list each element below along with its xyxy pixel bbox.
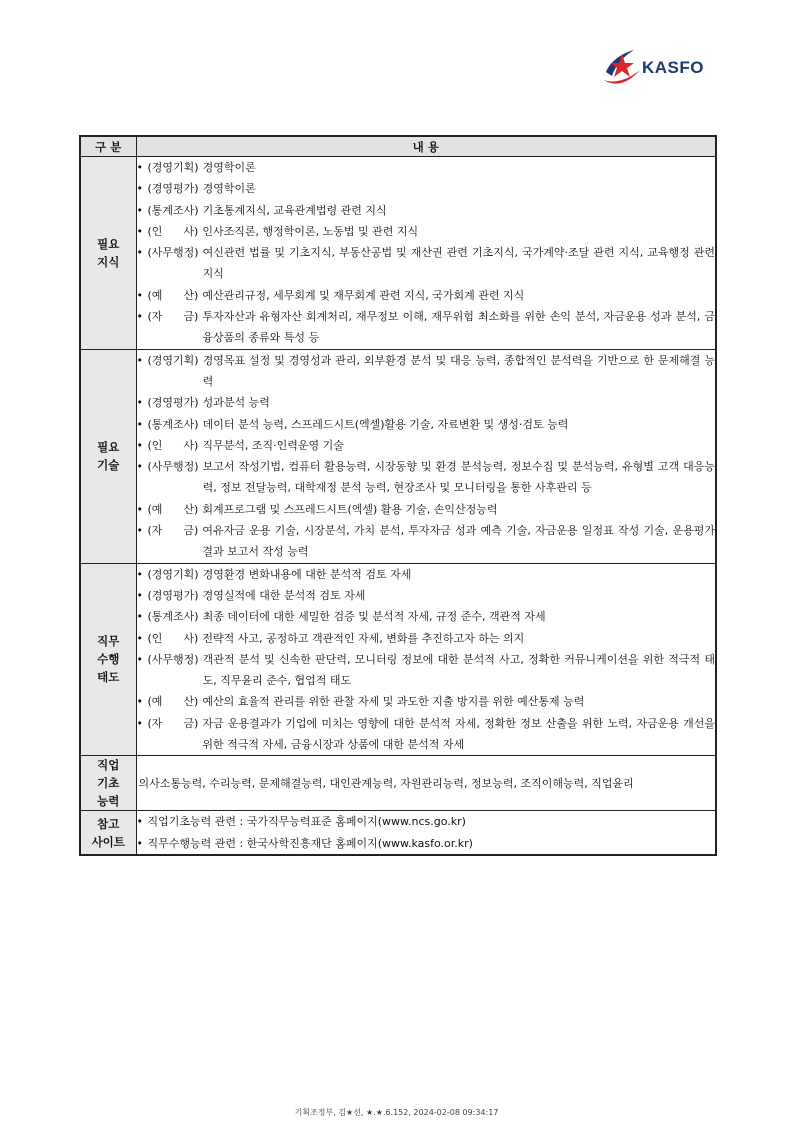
item-text: 데이터 분석 능력, 스프레드시트(엑셀)활용 기술, 자료변환 및 생성·검토 능력 [202,417,569,431]
content-required-skills [136,349,716,563]
item-tag: • (경영평가) [147,588,199,602]
item-tag: • (자 금) [147,310,199,324]
list-item [137,435,716,456]
item-tag: • (예 산) [147,695,199,709]
item-list [137,350,716,563]
item-tag: • (통계조사) [147,610,199,624]
list-item [137,499,716,520]
list-item [137,414,716,435]
item-tag: • (경영기획) [147,353,199,367]
list-item [137,306,716,349]
header-category: 구 분 [80,136,136,157]
kasfo-logo [600,40,718,90]
item-list [137,564,716,756]
item-text: 경영환경 변화내용에 대한 분석적 검토 자세 [202,567,412,581]
content-job-attitude [136,563,716,756]
table-row-job-attitude [80,563,716,756]
table-row-basic-competency [80,756,716,811]
item-tag: • (사무행정) [147,652,199,666]
content-basic-competency [136,756,716,811]
header-content: 내 용 [136,136,716,157]
item-text: 보고서 작성기법, 컴퓨터 활용능력, 시장동향 및 환경 분석능력, 정보수집 및 분석능력, 유형별 고객 대응능력, 정보 전달능력, 대학재정 분석 능력, 현장조사 및 모니터링을 통한 사후관리 등 [202,460,715,495]
list-item [137,200,716,221]
logo-text: KASFO [642,58,704,77]
item-text: 예산의 효율적 관리를 위한 관찰 자세 및 과도한 지출 방지를 위한 예산통제 능력 [202,695,585,709]
print-footer: 기획조정부, 김★선, ★.★.6.152, 2024-02-08 09:34:17 [294,1108,499,1117]
item-tag: • (인 사) [147,631,199,645]
content-reference-sites [136,811,716,855]
item-tag: • (사무행정) [147,246,199,260]
list-item [137,628,716,649]
item-text: 경영실적에 대한 분석적 검토 자세 [202,588,366,602]
category-basic-competency: 직업 기초 능력 [80,756,136,811]
item-text: 객관적 분석 및 신속한 판단력, 모니터링 정보에 대한 분석적 사고, 정확한 커뮤니케이션을 위한 적극적 태도, 직무윤리 준수, 협업적 태도 [202,652,715,688]
item-text: 경영학이론 [202,182,256,196]
table-row-reference-sites [80,811,716,855]
list-item [137,713,716,756]
list-item [137,606,716,627]
list-item [137,350,716,393]
reference-list [137,811,716,854]
item-text: 여유자금 운용 기술, 시장분석, 가치 분석, 투자자금 성과 예측 기술, 자금운용 일정표 작성 기술, 운용평가결과 보고서 작성 능력 [202,524,715,559]
reference-item: • 직무수행능력 관련 : 한국사학진흥재단 홈페이지(www.kasfo.or.kr) [137,833,716,854]
list-item [137,242,716,285]
item-text: 기초통계지식, 교육관계법령 관련 지식 [202,203,387,217]
category-job-attitude: 직무 수행 태도 [80,563,136,756]
star-swoosh-icon [600,40,646,90]
list-item [137,691,716,712]
item-text: 경영목표 설정 및 경영성과 관리, 외부환경 분석 및 대응 능력, 종합적인 분석력을 기반으로 한 문제해결 능력 [202,353,715,388]
list-item [137,285,716,306]
list-item [137,564,716,585]
item-tag: • (경영평가) [147,396,199,410]
content-required-knowledge [136,157,716,350]
list-item [137,157,716,178]
item-tag: • (경영기획) [147,567,199,581]
item-text: 투자자산과 유형자산 회계처리, 재무정보 이해, 재무위험 최소화를 위한 손익 분석, 자금운용 성과 분석, 금융상품의 종류와 특성 등 [202,310,715,345]
item-tag: • (경영기획) [147,161,199,174]
list-item [137,221,716,242]
item-tag: • (통계조사) [147,417,199,431]
competency-table [79,135,717,856]
item-tag: • (인 사) [147,224,199,238]
item-tag: • (통계조사) [147,203,199,217]
item-text: 자금 운용결과가 기업에 미치는 영향에 대한 분석적 자세, 정확한 정보 산출을 위한 노력, 자금운용 개선을 위한 적극적 자세, 금융시장과 상품에 대한 분석적 자세 [202,716,715,752]
list-item [137,178,716,199]
item-tag: • (인 사) [147,438,199,452]
item-tag: • (예 산) [147,288,199,302]
item-text: 경영학이론 [202,161,256,174]
item-text: 성과분석 능력 [202,396,270,410]
list-item [137,520,716,563]
item-tag: • (자 금) [147,524,199,538]
list-item [137,456,716,499]
basic-competency-text: 의사소통능력, 수리능력, 문제해결능력, 대인관계능력, 자원관리능력, 정보능력, 조직이해능력, 직업윤리 [138,776,634,790]
item-text: 여신관련 법률 및 기초지식, 부동산공법 및 재산권 관련 기초지식, 국가계약·조달 관련 지식, 교육행정 관련 지식 [202,246,715,281]
item-text: 전략적 사고, 공정하고 객관적인 자세, 변화를 추진하고자 하는 의지 [202,631,525,645]
item-tag: • (경영평가) [147,182,199,196]
item-tag: • (자 금) [147,716,199,730]
item-text: 회계프로그램 및 스프레드시트(엑셀) 활용 기술, 손익산정능력 [202,502,498,516]
category-required-skills: 필요 기술 [80,349,136,563]
list-item [137,585,716,606]
category-required-knowledge: 필요 지식 [80,157,136,350]
reference-item: • 직업기초능력 관련 : 국가직무능력표준 홈페이지(www.ncs.go.kr) [137,811,716,832]
list-item [137,392,716,413]
category-reference-sites: 참고 사이트 [80,811,136,855]
item-tag: • (사무행정) [147,460,199,474]
item-tag: • (예 산) [147,502,199,516]
item-text: 예산관리규정, 세무회계 및 재무회계 관련 지식, 국가회계 관련 지식 [202,288,525,302]
table-row-required-knowledge [80,157,716,350]
list-item [137,649,716,692]
item-text: 최종 데이터에 대한 세밀한 검증 및 분석적 자세, 규정 준수, 객관적 자세 [202,610,546,624]
table-row-required-skills [80,349,716,563]
item-text: 직무분석, 조직·인력운영 기술 [202,438,344,452]
item-text: 인사조직론, 행정학이론, 노동법 및 관련 지식 [202,224,419,238]
item-list [137,157,716,349]
